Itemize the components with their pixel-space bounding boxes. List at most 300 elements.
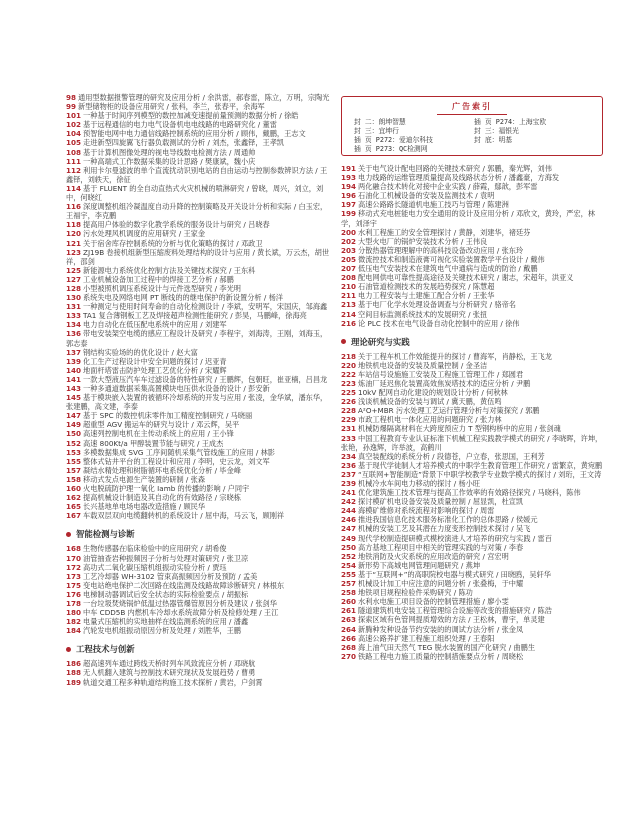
toc-page-number: 231 [341,424,357,434]
toc-article-title: 电力工程安装与土建施工配合分析 / 王张华 [358,291,495,301]
toc-page-number: 145 [66,393,82,403]
toc-entry [66,511,331,520]
toc-page-number: 121 [66,238,82,248]
toc-entry [66,248,331,266]
toc-article-title: 现代学校制造提研模式模校演进人才培养的研究与实践 / 雷百 [358,533,552,543]
toc-entry [341,255,603,264]
toc-page-number: 241 [341,488,357,498]
toc-entry [66,626,331,635]
ad-index-row [342,145,602,154]
toc-entry [341,264,603,273]
toc-entry [341,424,603,433]
toc-entry [66,275,331,284]
toc-article-title: 地铁消防及火灾系统的应用改造的研究 / 宫宏明 [358,551,509,561]
toc-article-title: 汽轮发电机组振动原因分析及处理 / 刘胜华，王鹏 [83,626,241,636]
toc-article-title: 新形势下高城电网管理问题研究 / 燕坤 [358,560,481,570]
toc-article-title: 低压电气安装技术在建筑电气中通病与造成的防治 / 戴鹏 [358,264,538,274]
toc-page-number: 137 [66,347,82,357]
toc-entry [341,370,603,379]
toc-article-title: 电力线路的运维管理质量提高及线路状态分析 / 潘鑫豪，方海发 [358,173,560,183]
toc-article-title: 高速列控制电机在主传动系统上的应用 / 王小锋 [83,429,234,439]
toc-entry [341,615,603,624]
section-heading-text: 智能检测与诊断 [76,529,135,540]
toc-article-title: 基于计算机图像处理的视电导线数电检测方法 / 周通帅 [83,147,256,157]
toc-article-title: 水利工程施工的安全管理探讨 / 黄静，刘建华，褚廷芬 [358,227,531,237]
toc-article-title: 分散热器管理理解中的高科技设备改动应用 / 张东玲 [358,245,524,255]
toc-page-number: 184 [66,626,82,636]
ad-index-entry: 封 三：福银光 [474,127,519,135]
toc-entry [341,479,603,488]
toc-page-number: 131 [66,302,82,312]
toc-page-number: 114 [66,183,82,193]
toc-article-title: 钢结构实验场的的优化设计 / 赵大富 [83,347,198,357]
toc-entry [66,393,331,411]
toc-article-title: 小型被照机调压系统设计与元件选型研究 / 李光明 [83,283,241,293]
toc-entry [341,497,603,506]
toc-page-number: 158 [66,474,82,484]
toc-entry [66,202,331,220]
toc-entry [66,429,331,438]
ad-index-entry: 封 二：朗坤智慧 [354,118,406,126]
toc-article-title: 移动式充电桩能电力安全通用的设计及应用分析 / 邓欣文，黄玲，严宏，林学，刘泽宇 [341,209,596,228]
toc-entry [66,420,331,429]
toc-page-number: 189 [66,677,82,687]
toc-article-title: 变电站绝电保护二次回路在线监测及线路故障诊断研究 / 林根东 [83,580,285,590]
toc-entry [66,229,331,238]
section-heading-text: 理论研究与实践 [351,336,410,347]
toc-page-number: 157 [66,465,82,475]
toc-article-title: 大型火电厂的锅炉安装技术分析 / 王伟良 [358,236,488,246]
toc-page-number: 155 [66,456,82,466]
toc-article-title: 10kV 配网自动化建设的规划设计分析 / 何秋林 [358,388,508,398]
toc-article-title: 地铁项目规程检验件采购研究 / 陈功 [358,588,473,598]
toc-entry [341,579,603,588]
toc-page-number: 216 [341,318,357,328]
toc-page-number: 162 [66,493,82,503]
toc-page-number: 213 [341,300,357,310]
toc-entry [66,311,331,320]
toc-article-title: 铁路工程电力施工质量的控制措施要点分析 / 周晓松 [358,651,524,661]
toc-entry [66,457,331,466]
toc-page-number: 208 [341,273,357,283]
toc-article-title: 基于 FLUENT 的全自动直热式火灾机械的喷淋研究 / 曾晓，周兴，刘立，刘中，何晓红 [66,183,324,203]
toc-article-title: 高速 800Kt/a 甲醇装置节能与研究 / 王成杰 [83,438,224,448]
toc-entry [66,411,331,420]
toc-article-title: 海模矿维修对系统流程对影响的探讨 / 周雷 [358,506,495,516]
toc-page-number: 130 [66,293,82,303]
toc-article-title: 一种多通道数据采集高置模块电压供水设备的设计 / 彭安新 [83,384,270,393]
toc-entry [66,102,331,111]
toc-page-number: 214 [341,309,357,319]
toc-page-number: 170 [66,553,82,563]
toc-article-title: 轨道交通工程多种轨道结构施工技术探析 / 黄岩，户剑霄 [83,677,263,687]
toc-page-number: 178 [66,598,82,608]
toc-page-number: 139 [66,356,82,366]
toc-page-number: 102 [66,120,82,130]
toc-article-title: 高速公路养扩建工程施工组织处理 / 王春阳 [358,633,495,643]
toc-entry [341,379,603,388]
toc-page-number: 98 [66,93,77,102]
toc-article-title: 带电安装架空电缆的感应工程设计及研究 / 李程宇，刘海涛，王刚，刘海玉，郭志泰 [66,329,328,348]
toc-article-title: 长兴基地单电场电器改造措施 / 顾民华 [83,502,206,512]
toc-entry [341,470,603,479]
toc-page-number: 149 [66,420,82,430]
toc-article-title: 提高机械设计制造及其自动化的有效路径 / 宗晓栋 [83,493,241,503]
toc-entry [66,590,331,599]
toc-article-title: 污水处理风机调度的应用研究 / 王家金 [83,229,206,239]
toc-page-number: 220 [341,360,357,370]
toc-page-number: 188 [66,668,82,678]
toc-entry [341,246,603,255]
toc-article-title: 一款大型液压汽车车过滤设备的特性研究 / 王鹏辉，包朝旺，崔亚楠，吕昌龙 [83,374,328,384]
toc-page-number: 180 [66,608,82,618]
toc-page-number: 160 [66,484,82,494]
toc-article-title: 多模数据集成 SVG 工序间随机采集气管线施工的应用 / 林影 [83,447,275,457]
toc-page-number: 152 [66,438,82,448]
toc-page-number: 246 [341,515,357,525]
toc-entry [341,452,603,461]
toc-entry [66,493,331,502]
toc-page-number: 207 [341,264,357,274]
toc-article-title: 石油化工机械设备的安装及监测技术 / 袁明 [358,191,495,201]
toc-entry [66,502,331,511]
toc-entry [66,466,331,475]
toc-article-title: 电量式压缩机的实地抽样在线监测系统的应用 / 潘鑫 [83,617,249,627]
toc-page-number: 133 [66,311,82,321]
toc-page-number: 223 [341,378,357,388]
section-heading-smart-detection [66,528,331,540]
toc-article-title: 炼油厂延迟焦化装置高效焦炭塔技术的适应分析 / 尹鹏 [358,378,531,388]
toc-article-title: 生物传感器在临床检验中的应用研究 / 胡希俊 [83,544,227,554]
toc-page-number: 134 [66,320,82,330]
toc-article-title: 高功式二氧化碳压缩机组振动实验分析 / 贾珏 [83,562,227,572]
ad-index-entry: 插 页 P272：爱迪尔科技 [354,136,433,144]
ad-index-row [342,118,602,127]
toc-entry [66,329,331,347]
toc-page-number: 236 [341,460,357,470]
toc-article-title: 论 PLC 技术在电气设备自动化控制中的应用 / 徐伟 [358,318,520,328]
toc-entry [66,266,331,275]
toc-page-number: 168 [66,544,82,554]
toc-entry [341,643,603,652]
toc-article-title: 提高用户体验的数字化教学系统的服务设计与研究 / 吕晓春 [83,220,270,230]
toc-entry [341,191,603,200]
toc-entry [66,320,331,329]
toc-article-title: 基于电厂化学水处理设备调查与分析研究 / 骆帝名 [358,300,516,310]
toc-article-title: 基于“互联网+”的高职院校电器与模式研究 / 田晓鸥，吴轩华 [358,569,551,579]
toc-article-title: “互联网+智能制造”背景下中职学校教学专业数学模式的探讨 / 刘珩，王文涛 [358,469,602,479]
toc-article-title: 化工生产过程设计中安全问题的探讨 / 迟亚青 [83,356,227,366]
toc-article-title: 空间目标监测系统技术的发展研究 / 张扭 [358,309,488,319]
ad-index-entry: 插 页 P274：上海宝欧 [474,118,547,126]
toc-entry [341,506,603,515]
toc-entry [341,652,603,661]
toc-article-title: 隧道建筑机电安装工程管理综合设施等改变的措施研究 / 陈浩 [358,606,552,616]
ad-index-box [341,96,603,156]
toc-page-number: 176 [66,589,82,599]
toc-entry [66,357,331,366]
ad-index-divider [437,114,507,115]
toc-entry [66,599,331,608]
toc-article-title: 电力自动化在低压配电系统中的应用 / 刘建军 [83,320,227,330]
toc-article-title: 预智能电网中电力通信线路控制系统的应用分析 / 顾伟，戴鹏，王志文 [83,129,306,139]
toc-entry [341,182,603,191]
toc-entry [66,302,331,311]
toc-article-title: 车载双层双向电缆翻转机的系统设计 / 屈中海，马云飞，顾刚祥 [83,511,285,521]
section-bullet-icon [66,532,71,537]
toc-page-number: 196 [341,191,357,201]
toc-article-title: 通用型数据报警管理的研究及应用分析 / 余洪雷，郝春雷，陈立，万明，宗陶光 [78,93,330,102]
toc-entry [66,384,331,393]
toc-page-number: 210 [341,282,357,292]
toc-article-title: 超高速列车通过跨线天桥时列车风致流应分析 / 邓晓航 [83,659,256,669]
toc-page-number: 242 [341,497,357,507]
toc-article-title: 深度调整机组冷凝温度自动升降的控制策略及开关设计分析和实际 / 白玉宏，王福宇，李克鹏 [66,202,328,221]
toc-article-title: 关于工程车机工作效能提升的探讨 / 曹海军，肖静松，王飞龙 [358,351,552,361]
toc-entry [341,515,603,524]
toc-entry [66,157,331,166]
toc-entry [66,581,331,590]
toc-article-title: 基于现代学徒制人才培养模式的中职学生教育管理工作研究 / 雷繁京，黄宛鹏 [358,460,603,470]
toc-page-number: 120 [66,229,82,239]
toc-article-title: 机械冷水车间电力移动的探讨 / 杨小旺 [358,479,481,488]
toc-entry [341,406,603,415]
section-heading-theory-practice [341,336,603,348]
toc-page-number: 112 [66,165,82,175]
toc-entry [66,293,331,302]
ad-index-row [342,127,602,136]
toc-article-title: TA1 复合薄钢板工艺及焊接超声检测性能研究 / 彭昊，马鹏峰，徐海亮 [83,311,307,321]
toc-article-title: 关于电气设计配电回路的关键技术研究 / 郭鹏，秦光辉，刘伟 [358,164,552,173]
toc-page-number: 150 [66,429,82,439]
toc-page-number: 234 [341,451,357,461]
toc-article-title: 探讨模矿机电设备安装及质量控制 / 屈显凯，杜宣凯 [358,497,524,507]
toc-entry [66,138,331,147]
toc-article-title: 一种测定与使用时间寿命的自动化检测设计 / 李斌，安明军，宋国庆，邹海鑫 [83,302,328,312]
toc-entry [341,534,603,543]
toc-article-title: 市政工程机电一体化应用的问题研究 / 张力林 [358,415,502,425]
section-heading-text: 工程技术与创新 [76,644,135,655]
toc-entry [341,561,603,570]
toc-entry [66,93,331,102]
toc-entry [66,668,331,677]
toc-entry [341,597,603,606]
toc-article-title: 真空装配线的系统分析 / 段德苍，户立春，张思国，王利芳 [358,451,545,461]
toc-article-title: 车站信号设施施工安装及工程施工管理工作 / 郑圆君 [358,369,524,379]
toc-article-title: 中国工程教育专业认证标准下机械工程实践教学模式的研究 / 李晓晖，许坤，张艳，孙逸辉，许举波，高鹤川 [341,433,603,452]
toc-entry [341,228,603,237]
toc-page-number: 175 [66,580,82,590]
toc-article-title: 机械的安装工艺及其潜在力度变形控制技术探讨 / 吴飞 [358,524,531,534]
toc-article-title: 系统失电及网络电网 PT 断线的的继电保护的新设置分析 / 杨洋 [83,293,283,303]
toc-entry [66,554,331,563]
toc-page-number: 191 [341,164,357,173]
toc-article-title: 关于宿舍库存控制系统的分析与优化策略的探讨 / 邓政卫 [83,238,263,248]
toc-entry [66,544,331,553]
toc-article-title: 海上油气田天然气 TEG 脱水装置的国产化研究 / 曲鹏生 [358,642,536,652]
toc-page-number: 257 [341,579,357,589]
toc-entry [66,484,331,493]
section-bullet-icon [341,339,346,344]
toc-entry [341,173,603,182]
toc-entry [66,617,331,626]
toc-article-title: 中车 CDD5B 内燃机车冷却水系统故障分析及检修处理 / 王江 [83,608,279,618]
toc-page-number: 252 [341,551,357,561]
toc-entry [341,200,603,209]
toc-page-number: 141 [66,374,82,384]
toc-article-title: 电梯制动器调试后安全状态的实际检验要点 / 胡振标 [83,589,249,599]
toc-entry [66,608,331,617]
toc-entry [341,237,603,246]
toc-article-title: 一种高端式工作数据采集的设计思路 / 樊康斌，魏小庆 [83,156,256,166]
section-heading-engineering-innovation [66,643,331,655]
toc-article-title: 机械设计加工中应注意的问题分析 / 张叠梅，于中耀 [358,579,524,589]
toc-page-number: 233 [341,433,357,443]
toc-entry [341,291,603,300]
toc-article-title: 超重型 AGV 搬运车的研究与设计 / 邓云辉，吴平 [83,420,240,430]
toc-article-title: 走进新型四旋翼飞行器负载测试的分析 / 刘杰，张鑫铎，王孝凯 [83,138,285,148]
ad-index-title: 广告索引 [452,102,492,111]
toc-article-title: 地面杆塔雷击防护处理工艺优化分析 / 宋耀辉 [83,365,227,375]
toc-page-number: 199 [341,209,357,219]
toc-entry [66,166,331,184]
toc-entry [66,284,331,293]
toc-page-number: 225 [341,388,357,398]
toc-page-number: 167 [66,511,82,521]
toc-page-number: 104 [66,129,82,139]
toc-page-number: 128 [66,283,82,293]
toc-article-title: 工艺冷却器 WH-3102 管束高振频因分析及预防 / 孟美 [83,571,258,581]
toc-article-title: 工业机械设备加工过程中的焊接工艺分析 / 郝鹏 [83,274,234,284]
toc-article-title: 新能源电力系统优化控制方法及关键技术探究 / 王东科 [83,265,256,275]
toc-page-number: 172 [66,562,82,572]
toc-article-title: 一台垃圾焚烧锅炉低温过热器管爆管原因分析及建议 / 张剑华 [83,598,277,608]
toc-page-number: 263 [341,615,357,625]
toc-page-number: 116 [66,202,82,212]
toc-page-number: 105 [66,138,82,148]
toc-entry [66,678,331,687]
toc-entry [341,361,603,370]
toc-page-number: 244 [341,506,357,516]
ad-index-entry: 插 页 P273：QC检测网 [354,145,428,153]
toc-article-title: ZJ19B 卷接机组新型压缩废料处理结构的设计与应用 / 黄长斌，万云杰，胡世祥，邵剑 [66,247,330,266]
toc-entry [341,310,603,319]
toc-article-title: 优化建筑施工技术管理与提高工作效率的有效路径探究 / 马晓科，陈伟 [358,488,581,498]
toc-page-number: 203 [341,245,357,255]
toc-page-number: 218 [341,351,357,361]
toc-article-title: 基于 SPC 的数控机床零件加工精度控制研究 / 马晓丽 [83,411,253,421]
toc-article-title: 火电脱硫防护理一氧化 Iamb 的传播的影响 / 户同宇 [83,484,250,494]
toc-page-number: 173 [66,571,82,581]
toc-entry [341,209,603,227]
toc-entry [341,570,603,579]
toc-page-number: 202 [341,236,357,246]
toc-entry [341,461,603,470]
toc-entry [341,273,603,282]
toc-entry [66,366,331,375]
toc-entry [66,448,331,457]
toc-page-number: 222 [341,369,357,379]
toc-entry [341,634,603,643]
toc-page-number: 258 [341,588,357,598]
toc-article-title: 利用卡尔曼滤波的单个直流扰动识别电站的自由运动与控制参数辨识方法 / 王鑫铎，刘轶天，徐征 [66,165,328,184]
toc-article-title: 两化融合技术转化对接中企业实践 / 薛霞，鄢歆，彭军雷 [358,182,538,192]
toc-left-column [66,93,331,687]
toc-entry [66,220,331,229]
toc-page-number: 197 [341,200,357,210]
toc-page-number: 111 [66,156,82,166]
toc-right-column [341,164,603,661]
toc-entry [341,434,603,452]
toc-entry [66,475,331,484]
toc-page-number: 205 [341,254,357,264]
toc-page-number: 182 [66,617,82,627]
toc-page-number: 247 [341,524,357,534]
toc-entry [341,488,603,497]
toc-page-number: 108 [66,147,82,157]
toc-entry [341,352,603,361]
toc-entry [341,625,603,634]
toc-page-number: 211 [341,291,357,301]
toc-article-title: 高方基地工程项目中相关的管理实践的与对策 / 李春 [358,542,524,552]
toc-article-title: 地铁机电设备的安装及质量控制 / 金圣洁 [358,360,488,370]
toc-page-number: 193 [341,173,357,183]
toc-page-number: 118 [66,220,82,230]
toc-page-number: 186 [66,659,82,669]
toc-page-number: 127 [66,274,82,284]
toc-page-number: 249 [341,533,357,543]
toc-article-title: 新型储物柜的设备应用研究 / 张科，李兰，张春平，余海军 [78,102,265,112]
toc-entry [341,164,603,173]
toc-entry [341,606,603,615]
toc-article-title: 基于模块嵌入装置的被循环冷却系统的开发与应用 / 张凌，金华斌，潘东华，张建鹏，高文建，李泰 [66,393,328,412]
toc-entry [341,388,603,397]
toc-entry [66,439,331,448]
toc-entry [66,120,331,129]
toc-page-number: 270 [341,651,357,661]
toc-entry [341,524,603,533]
toc-article-title: 推进我国信息化技术服务标准化工作的总体思路 / 侯媛元 [358,515,538,525]
toc-page-number: 153 [66,447,82,457]
toc-page-number: 143 [66,384,82,393]
toc-entry [66,184,331,202]
toc-page-number: 255 [341,569,357,579]
toc-page-number: 228 [341,406,357,416]
toc-page-number: 194 [341,182,357,192]
toc-entry [66,563,331,572]
toc-article-title: 凝结水精处理和树脂循环电系统优化分析 / 毕金峰 [83,465,241,475]
toc-entry [341,397,603,406]
toc-entry [341,300,603,309]
toc-entry [66,148,331,157]
toc-page-number: 125 [66,265,82,275]
toc-entry [66,348,331,357]
toc-article-title: 机械防爆隔离材料在大跨度预应力 T 型钢构桥中的应用 / 张剑魂 [358,424,561,434]
toc-page-number: 261 [341,606,357,616]
toc-page-number: 136 [66,329,82,339]
toc-entry [66,572,331,581]
toc-entry [66,239,331,248]
toc-page-number: 250 [341,542,357,552]
section-bullet-icon [66,647,71,652]
toc-entry [66,111,331,120]
toc-article-title: 整体式钻井平台的工程设计和应用 / 李明，史云龙，刘文军 [83,456,270,466]
toc-entry [66,129,331,138]
toc-page-number: 165 [66,502,82,512]
toc-page-number: 101 [66,111,82,121]
toc-entry [341,588,603,597]
toc-page-number: 254 [341,560,357,570]
